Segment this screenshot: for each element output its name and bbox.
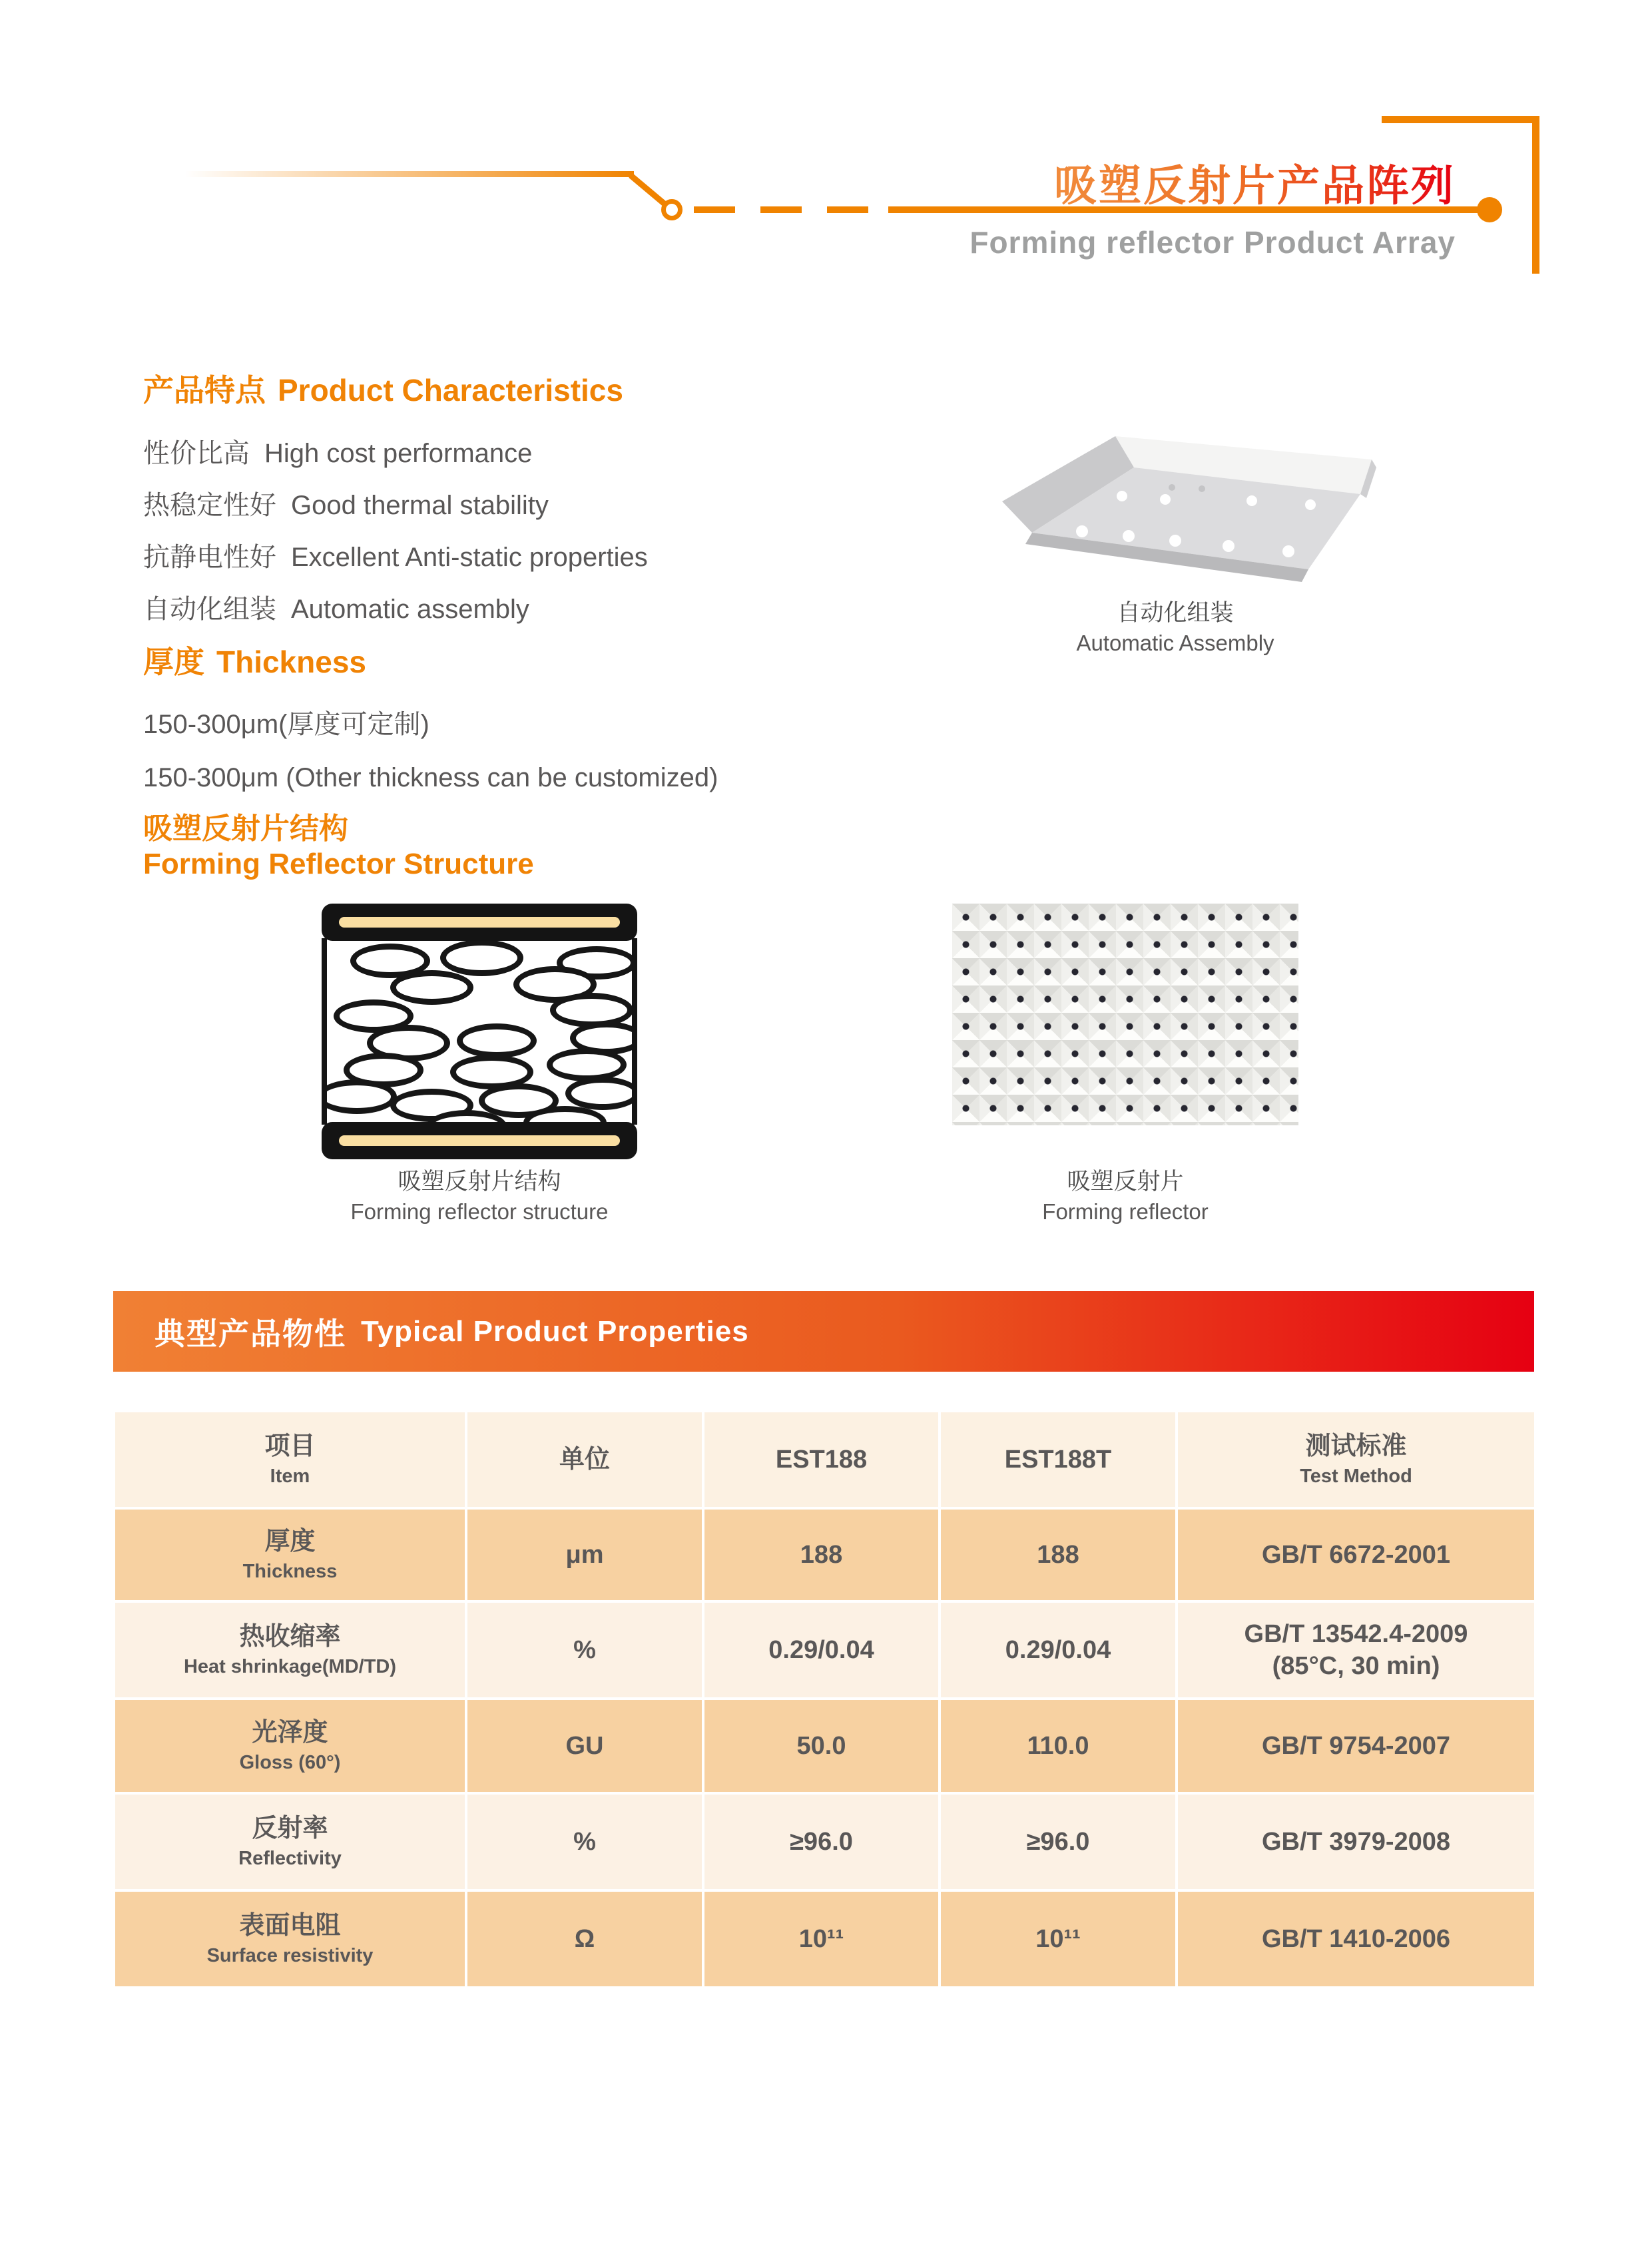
table-row-resistivity-est188t: 10¹¹	[941, 1892, 1175, 1986]
thickness-section	[143, 645, 718, 804]
feature-item-en: High cost performance	[264, 439, 533, 468]
table-row-thickness-est188: 188	[704, 1510, 938, 1600]
reflector-caption-zh: 吸塑反射片	[1067, 1169, 1184, 1195]
header-accent-end-dot	[1477, 197, 1502, 222]
thickness-line-2: 150-300μm (Other thickness can be customized)	[143, 763, 718, 792]
table-header-est188t: EST188T	[941, 1412, 1175, 1507]
table-row-shrinkage-est188: 0.29/0.04	[704, 1603, 938, 1697]
table-row-shrinkage-unit: %	[467, 1603, 702, 1697]
header-accent-taper-line	[184, 171, 634, 177]
table-row-thickness-est188t: 188	[941, 1510, 1175, 1600]
feature-item-en: Excellent Anti-static properties	[291, 543, 648, 572]
table-row-gloss-unit: GU	[467, 1700, 702, 1792]
feature-item-zh: 性价比高	[143, 439, 250, 468]
structure-heading-en: Forming Reflector Structure	[143, 848, 534, 880]
table-row-shrinkage-item: 热收缩率 Heat shrinkage(MD/TD)	[115, 1603, 465, 1697]
properties-banner-zh: 典型产品物性	[154, 1316, 346, 1351]
table-header-method: 测试标准 Test Method	[1178, 1412, 1534, 1507]
features-heading	[143, 373, 648, 408]
thickness-heading-en: Thickness	[216, 645, 366, 679]
header-accent-dashed-line	[694, 206, 888, 213]
table-row-resistivity-unit: Ω	[467, 1892, 702, 1986]
table-row-thickness-method: GB/T 6672-2001	[1178, 1510, 1534, 1600]
reflector-caption	[952, 1167, 1298, 1227]
table-header-item: 项目 Item	[115, 1412, 465, 1507]
table-row-resistivity-est188: 10¹¹	[704, 1892, 938, 1986]
table-row-gloss-est188: 50.0	[704, 1700, 938, 1792]
structure-diagram-top-bar	[322, 904, 637, 941]
feature-item-zh: 自动化组装	[143, 595, 276, 624]
table-row-thickness-unit: μm	[467, 1510, 702, 1600]
header-corner-frame-top	[1382, 116, 1539, 123]
structure-caption	[322, 1167, 637, 1227]
structure-diagram-top-stripe	[339, 917, 620, 928]
features-heading-en: Product Characteristics	[278, 373, 623, 408]
structure-diagram-bottom-bar	[322, 1122, 637, 1159]
tray-caption	[972, 598, 1378, 658]
feature-item	[143, 531, 648, 583]
properties-banner	[113, 1291, 1534, 1372]
table-header-est188: EST188	[704, 1412, 938, 1507]
feature-item-zh: 热稳定性好	[143, 491, 276, 520]
features-section	[143, 373, 648, 635]
table-row-reflectivity-method: GB/T 3979-2008	[1178, 1795, 1534, 1889]
table-row-gloss-est188t: 110.0	[941, 1700, 1175, 1792]
table-row-reflectivity-unit: %	[467, 1795, 702, 1889]
thickness-line-1: 150-300μm(厚度可定制)	[143, 710, 429, 739]
page-subtitle: Forming reflector Product Array	[969, 225, 1456, 260]
thickness-heading-zh: 厚度	[143, 645, 204, 679]
tray-image	[972, 426, 1378, 593]
structure-heading-zh: 吸塑反射片结构	[143, 812, 348, 845]
reflector-caption-en: Forming reflector	[1042, 1199, 1209, 1224]
table-row-thickness-item: 厚度 Thickness	[115, 1510, 465, 1600]
feature-list	[143, 427, 648, 635]
structure-section-heading	[143, 811, 534, 882]
features-heading-zh: 产品特点	[143, 373, 266, 408]
table-row-shrinkage-est188t: 0.29/0.04	[941, 1603, 1175, 1697]
tray-caption-zh: 自动化组装	[1117, 600, 1234, 626]
reflector-image	[952, 904, 1298, 1125]
tray-illustration	[972, 426, 1378, 593]
structure-caption-zh: 吸塑反射片结构	[398, 1169, 561, 1195]
table-row-reflectivity-est188t: ≥96.0	[941, 1795, 1175, 1889]
structure-diagram	[322, 904, 637, 1159]
table-row-reflectivity-est188: ≥96.0	[704, 1795, 938, 1889]
feature-item-en: Good thermal stability	[291, 491, 549, 520]
feature-item	[143, 479, 648, 531]
header-accent-diagonal-line	[629, 173, 668, 208]
table-row-gloss-item: 光泽度 Gloss (60°)	[115, 1700, 465, 1792]
table-row-reflectivity-item: 反射率 Reflectivity	[115, 1795, 465, 1889]
structure-diagram-core	[322, 938, 637, 1125]
tray-caption-en: Automatic Assembly	[1076, 631, 1274, 655]
structure-diagram-bottom-stripe	[339, 1135, 620, 1146]
header-accent-circle	[661, 199, 683, 220]
table-row-shrinkage-method: GB/T 13542.4-2009 (85°C, 30 min)	[1178, 1603, 1534, 1697]
page-title: 吸塑反射片产品阵列	[1054, 152, 1456, 213]
feature-item-zh: 抗静电性好	[143, 543, 276, 572]
table-row-gloss-method: GB/T 9754-2007	[1178, 1700, 1534, 1792]
header-corner-frame-right	[1532, 116, 1539, 274]
table-row-resistivity-method: GB/T 1410-2006	[1178, 1892, 1534, 1986]
feature-item	[143, 583, 648, 635]
properties-table	[115, 1412, 1534, 1986]
feature-item-en: Automatic assembly	[291, 595, 529, 624]
thickness-heading	[143, 645, 718, 679]
table-header-unit: 单位	[467, 1412, 702, 1507]
table-row-resistivity-item: 表面电阻 Surface resistivity	[115, 1892, 465, 1986]
properties-banner-en: Typical Product Properties	[361, 1314, 749, 1348]
structure-caption-en: Forming reflector structure	[350, 1199, 609, 1224]
feature-item	[143, 427, 648, 479]
